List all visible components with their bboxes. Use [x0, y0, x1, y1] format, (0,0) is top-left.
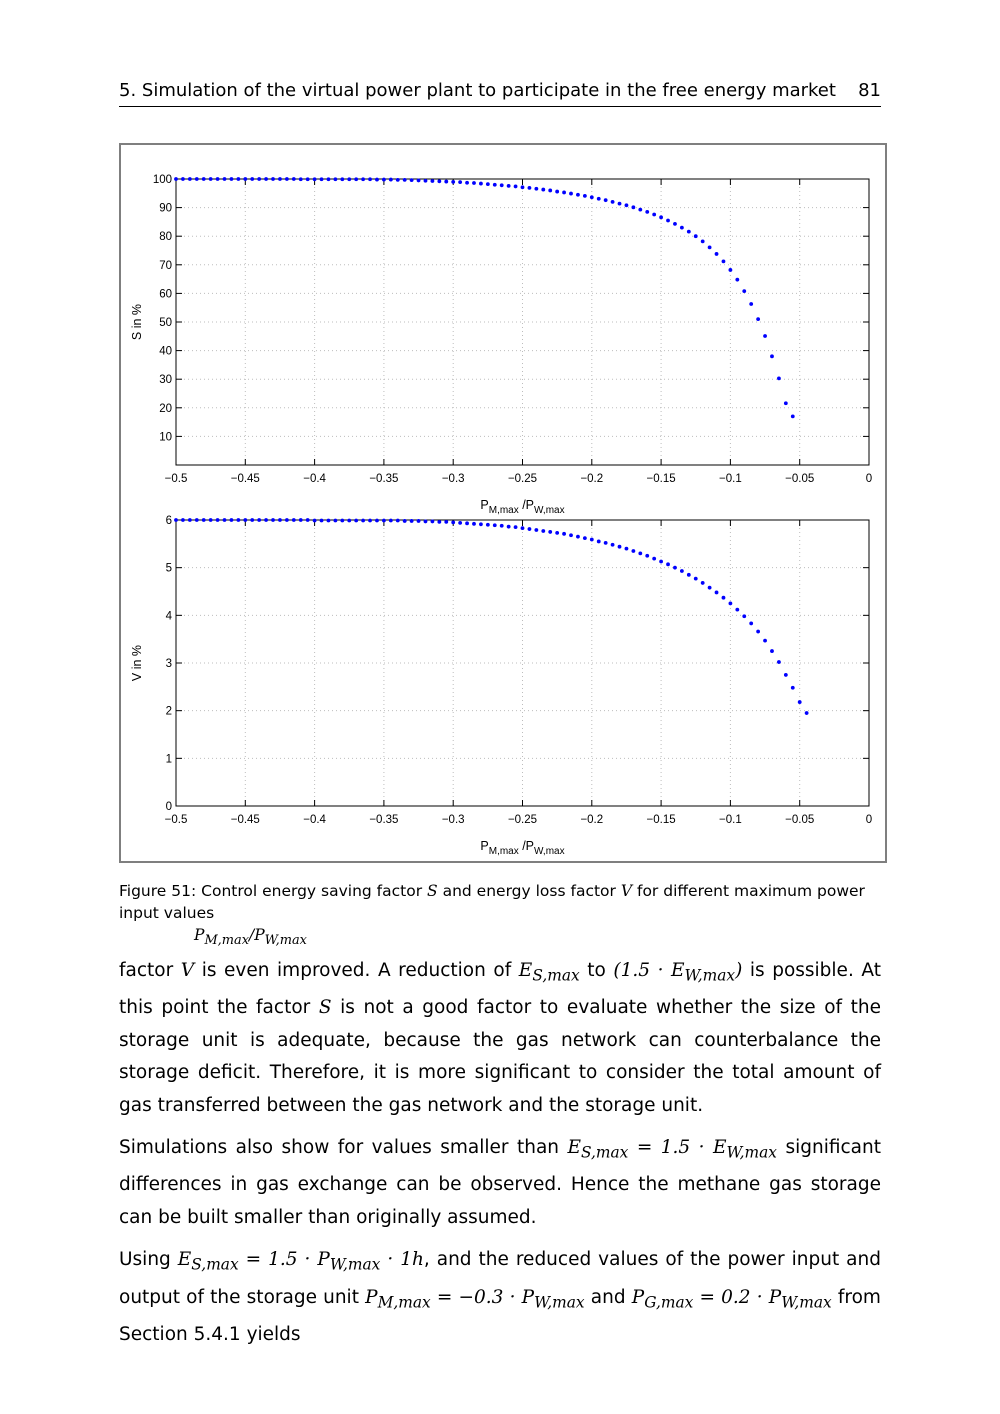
- bottom-plot-data-point: [299, 518, 303, 522]
- top-plot-data-point: [722, 259, 726, 263]
- bottom-plot-data-point: [431, 520, 435, 524]
- bottom-plot-data-point: [271, 518, 275, 522]
- top-plot-xtick-label: −0.4: [303, 473, 326, 485]
- top-plot-data-point: [437, 179, 441, 183]
- chapter-title: 5. Simulation of the virtual power plant to participate in the free energy market: [119, 80, 836, 101]
- bottom-plot-data-point: [195, 518, 199, 522]
- top-plot-ytick-label: 40: [159, 345, 172, 358]
- top-plot-ytick-label: 30: [159, 374, 172, 387]
- top-plot-data-point: [763, 334, 767, 338]
- top-plot-ytick-label: 50: [159, 317, 172, 329]
- bottom-plot-data-point: [486, 523, 490, 527]
- top-plot-data-point: [735, 278, 739, 282]
- top-plot-data-point: [320, 177, 324, 181]
- top-plot-data-point: [458, 180, 462, 184]
- bottom-plot-data-point: [410, 519, 414, 523]
- bottom-plot-data-point: [791, 686, 795, 690]
- bottom-plot-data-point: [638, 551, 642, 555]
- top-plot-data-point: [486, 182, 490, 186]
- bottom-plot-data-point: [715, 591, 719, 595]
- body-text: [119, 955, 881, 1361]
- bottom-plot-ytick-label: 6: [165, 515, 172, 527]
- bottom-plot-data-point: [770, 649, 774, 653]
- top-plot-ytick-label: 80: [159, 231, 172, 244]
- top-plot-data-point: [507, 184, 511, 188]
- top-plot-data-point: [306, 177, 310, 181]
- top-plot-data-point: [195, 177, 199, 181]
- bottom-plot-data-point: [278, 518, 282, 522]
- paragraph-3: Using $E_{S,max} = 1.5 \cdot P_{W,max} \cdot 1h$, and the reduced values of the power input and output of the storage unit $P_{M,max} = -0.3 \cdot P_{W,max}$ and $P_{G,max} = 0.2 \cdot P_{W,max}$ from Section 5.4.1 yields: [119, 1249, 881, 1345]
- bottom-plot-xtick-label: −0.4: [303, 814, 326, 826]
- top-plot-data-point: [493, 183, 497, 187]
- top-plot-data-point: [659, 215, 663, 219]
- top-plot-data-point: [223, 177, 227, 181]
- top-plot-data-point: [285, 177, 289, 181]
- top-plot-ytick-label: 60: [159, 288, 172, 301]
- bottom-plot-data-point: [666, 562, 670, 566]
- top-plot-xtick-label: −0.2: [580, 473, 604, 485]
- top-plot-axes-box: [176, 179, 869, 465]
- bottom-plot-data-point: [673, 566, 677, 570]
- bottom-plot-data-point: [437, 520, 441, 524]
- bottom-plot-data-point: [424, 520, 428, 524]
- top-plot-data-point: [354, 177, 358, 181]
- bottom-plot-data-point: [777, 660, 781, 664]
- bottom-plot-data-point: [417, 519, 421, 523]
- top-plot-data-point: [257, 177, 261, 181]
- caption-label: Figure 51:: [119, 882, 197, 900]
- bottom-plot-data-point: [576, 535, 580, 539]
- top-plot-data-point: [479, 182, 483, 186]
- top-plot-xtick-label: −0.15: [646, 473, 676, 485]
- bottom-plot-data-point: [562, 532, 566, 536]
- top-plot-data-point: [333, 177, 337, 181]
- top-plot-data-point: [534, 187, 538, 191]
- top-plot-data-point: [250, 177, 254, 181]
- bottom-plot-data-point: [361, 519, 365, 523]
- bottom-plot-data-point: [493, 523, 497, 527]
- bottom-plot-data-point: [798, 700, 802, 704]
- top-plot-xlabel: $P_{M,max}$ $/P_{W,max}$: [480, 498, 565, 516]
- bottom-plot-data-point: [236, 518, 240, 522]
- bottom-plot-data-point: [528, 527, 532, 531]
- top-plot-xtick-label: 0: [865, 473, 873, 485]
- bottom-plot-ytick-label: 2: [165, 705, 172, 718]
- caption-text: Control energy saving factor: [201, 882, 423, 900]
- bottom-plot-data-point: [188, 518, 192, 522]
- top-plot-data-point: [278, 177, 282, 181]
- top-plot-xtick-label: −0.05: [785, 473, 815, 485]
- bottom-plot-data-point: [181, 518, 185, 522]
- bottom-plot-data-point: [507, 525, 511, 529]
- bottom-plot-xtick-label: −0.35: [369, 814, 399, 826]
- paragraph-1: factor V is even improved. A reduction of $E_{S,max}$ to $(1.5 \cdot E_{W,max})$ is possible. At this point the factor S is not a good factor to evaluate whether the size of the storage unit is adequate, because the gas network can counterbalance the storage deficit. Therefore, it is more significant to consider the total amount of gas transferred between the gas network and the storage unit.: [119, 960, 881, 1116]
- bottom-plot-data-point: [729, 602, 733, 606]
- bottom-plot-data-point: [202, 518, 206, 522]
- top-plot-data-point: [340, 177, 344, 181]
- top-plot-ylabel: S in %: [130, 303, 144, 341]
- top-plot-data-point: [444, 180, 448, 184]
- top-plot-data-point: [202, 177, 206, 181]
- bottom-plot-data-point: [611, 543, 615, 547]
- top-plot-data-point: [389, 178, 393, 182]
- top-plot-data-point: [410, 178, 414, 182]
- bottom-plot-data-point: [292, 518, 296, 522]
- page-number: 81: [858, 80, 881, 101]
- bottom-plot-data-point: [243, 518, 247, 522]
- top-plot-xtick-label: −0.1: [719, 473, 742, 485]
- top-plot-data-point: [264, 177, 268, 181]
- bottom-plot-ytick-label: 3: [165, 658, 172, 670]
- bottom-plot-data-point: [701, 581, 705, 585]
- top-plot-xtick-label: −0.35: [369, 473, 399, 485]
- top-plot-data-point: [417, 179, 421, 183]
- top-plot-data-point: [299, 177, 303, 181]
- bottom-plot-data-point: [756, 630, 760, 634]
- caption-var-s: S: [427, 882, 438, 900]
- top-plot-data-point: [645, 210, 649, 214]
- top-plot-xtick-label: −0.5: [164, 473, 188, 485]
- bottom-plot-data-point: [396, 519, 400, 523]
- top-plot-data-point: [271, 177, 275, 181]
- top-plot-data-point: [597, 197, 601, 201]
- bottom-plot-data-point: [174, 518, 178, 522]
- bottom-plot-xtick-label: −0.05: [785, 814, 815, 826]
- top-plot-data-point: [347, 177, 351, 181]
- bottom-plot-data-point: [257, 518, 261, 522]
- top-plot-data-point: [749, 302, 753, 306]
- bottom-plot-data-point: [382, 519, 386, 523]
- bottom-plot-xtick-label: 0: [865, 814, 873, 826]
- bottom-plot-data-point: [479, 522, 483, 526]
- bottom-plot-data-point: [694, 577, 698, 581]
- top-plot-data-point: [236, 177, 240, 181]
- top-plot-data-point: [368, 177, 372, 181]
- bottom-plot-data-point: [805, 711, 809, 715]
- top-plot-data-point: [694, 234, 698, 238]
- top-plot-data-point: [451, 180, 455, 184]
- bottom-plot-xlabel: $P_{M,max}$ $/P_{W,max}$: [480, 839, 565, 857]
- bottom-plot-data-point: [327, 519, 331, 523]
- top-plot-data-point: [625, 203, 629, 207]
- top-plot-data-point: [631, 205, 635, 209]
- top-plot-data-point: [687, 230, 691, 234]
- figure-frame: [119, 143, 887, 863]
- bottom-plot-data-point: [458, 521, 462, 525]
- top-plot-data-point: [216, 177, 220, 181]
- figure-charts: [121, 145, 885, 861]
- top-plot-data-point: [666, 219, 670, 223]
- top-plot-data-point: [715, 252, 719, 256]
- bottom-plot-data-point: [680, 569, 684, 573]
- top-plot-data-point: [361, 177, 365, 181]
- top-plot-data-point: [514, 185, 518, 189]
- top-plot-data-point: [424, 179, 428, 183]
- bottom-plot-data-point: [333, 519, 337, 523]
- figure-caption: [119, 880, 881, 952]
- top-plot-data-point: [541, 188, 545, 192]
- top-plot-data-point: [528, 186, 532, 190]
- bottom-plot-data-point: [500, 524, 504, 528]
- top-plot-data-point: [174, 177, 178, 181]
- top-plot-data-point: [500, 183, 504, 187]
- bottom-plot-axes-box: [176, 520, 869, 806]
- bottom-plot-data-point: [784, 673, 788, 677]
- top-plot-data-point: [521, 185, 525, 189]
- caption-text2: and energy loss factor: [442, 882, 616, 900]
- bottom-plot-data-point: [625, 547, 629, 551]
- top-plot-data-point: [569, 192, 573, 196]
- top-plot-data-point: [611, 200, 615, 204]
- caption-ratio: $P_{M,max}/P_{W,max}$: [194, 926, 307, 949]
- top-plot-data-point: [729, 268, 733, 272]
- bottom-plot-data-point: [320, 519, 324, 523]
- bottom-plot-data-point: [763, 639, 767, 643]
- top-plot-data-point: [604, 198, 608, 202]
- top-plot-data-point: [230, 177, 234, 181]
- bottom-plot-ytick-label: 5: [165, 562, 172, 575]
- bottom-plot-xtick-label: −0.2: [580, 814, 604, 826]
- top-plot-data-point: [472, 181, 476, 185]
- bottom-plot-xtick-label: −0.25: [507, 814, 538, 826]
- bottom-plot-data-point: [534, 528, 538, 532]
- bottom-plot-data-point: [285, 518, 289, 522]
- bottom-plot-data-point: [451, 520, 455, 524]
- bottom-plot-data-point: [604, 541, 608, 545]
- top-plot-data-point: [382, 178, 386, 182]
- top-plot-xtick-label: −0.3: [441, 473, 465, 485]
- bottom-plot-xtick-label: −0.15: [646, 814, 676, 826]
- top-plot-data-point: [327, 177, 331, 181]
- bottom-plot-data-point: [216, 518, 220, 522]
- running-header: [119, 80, 881, 107]
- bottom-plot-data-point: [444, 520, 448, 524]
- top-plot-data-point: [791, 414, 795, 418]
- bottom-plot-data-point: [645, 554, 649, 558]
- top-plot-data-point: [292, 177, 296, 181]
- top-plot-ytick-label: 90: [159, 202, 172, 215]
- top-plot-data-point: [708, 245, 712, 249]
- bottom-plot-ytick-label: 0: [165, 801, 172, 813]
- top-plot-data-point: [396, 178, 400, 182]
- bottom-plot-data-point: [708, 586, 712, 590]
- bottom-plot-data-point: [354, 519, 358, 523]
- bottom-plot-data-point: [722, 596, 726, 600]
- bottom-plot-data-point: [250, 518, 254, 522]
- bottom-plot-data-point: [306, 518, 310, 522]
- top-plot-data-point: [403, 178, 407, 182]
- bottom-plot-data-point: [659, 560, 663, 564]
- bottom-plot-data-point: [340, 519, 344, 523]
- bottom-plot-data-point: [548, 530, 552, 534]
- top-plot-data-point: [680, 226, 684, 230]
- top-plot-data-point: [576, 193, 580, 197]
- top-plot-data-point: [548, 189, 552, 193]
- top-plot-data-point: [375, 178, 379, 182]
- top-plot-xtick-label: −0.45: [230, 473, 260, 485]
- top-plot-data-point: [590, 195, 594, 199]
- top-plot-data-point: [701, 239, 705, 243]
- top-plot-data-point: [209, 177, 213, 181]
- top-plot-data-point: [742, 289, 746, 293]
- bottom-plot-data-point: [687, 573, 691, 577]
- top-plot-data-point: [638, 208, 642, 212]
- bottom-plot-xtick-label: −0.5: [164, 814, 188, 826]
- bottom-plot-data-point: [209, 518, 213, 522]
- caption-var-v: V: [620, 882, 633, 900]
- bottom-plot-data-point: [631, 549, 635, 553]
- top-plot-data-point: [431, 179, 435, 183]
- bottom-plot-data-point: [742, 614, 746, 618]
- bottom-plot-xtick-label: −0.1: [719, 814, 742, 826]
- top-plot-data-point: [181, 177, 185, 181]
- top-plot-data-point: [465, 181, 469, 185]
- bottom-plot-ylabel: V in %: [130, 644, 144, 682]
- top-plot-ytick-label: 10: [159, 431, 172, 444]
- top-plot-xtick-label: −0.25: [507, 473, 538, 485]
- bottom-plot-data-point: [465, 521, 469, 525]
- bottom-plot-ytick-label: 1: [165, 753, 172, 766]
- top-plot-data-point: [784, 401, 788, 405]
- bottom-plot-data-point: [569, 533, 573, 537]
- bottom-plot-xtick-label: −0.45: [230, 814, 260, 826]
- top-plot-data-point: [652, 213, 656, 217]
- top-plot-data-point: [313, 177, 317, 181]
- top-plot-ytick-label: 100: [152, 174, 172, 186]
- top-plot-data-point: [777, 376, 781, 380]
- bottom-plot-data-point: [264, 518, 268, 522]
- bottom-plot-data-point: [472, 522, 476, 526]
- top-plot-data-point: [583, 194, 587, 198]
- top-plot-data-point: [188, 177, 192, 181]
- bottom-plot-data-point: [735, 608, 739, 612]
- top-plot-data-point: [770, 354, 774, 358]
- top-plot-data-point: [243, 177, 247, 181]
- bottom-plot-data-point: [375, 519, 379, 523]
- bottom-plot-data-point: [590, 538, 594, 542]
- bottom-plot-data-point: [514, 525, 518, 529]
- bottom-plot-data-point: [389, 519, 393, 523]
- top-plot-data-point: [756, 317, 760, 321]
- bottom-plot-data-point: [368, 519, 372, 523]
- top-plot-ytick-label: 70: [159, 259, 172, 272]
- top-plot-ytick-label: 20: [159, 402, 172, 415]
- top-plot-data-point: [555, 190, 559, 194]
- bottom-plot-data-point: [403, 519, 407, 523]
- bottom-plot-data-point: [223, 518, 227, 522]
- bottom-plot-data-point: [521, 526, 525, 530]
- bottom-plot-data-point: [749, 622, 753, 626]
- bottom-plot-ytick-label: 4: [165, 610, 172, 623]
- bottom-plot-data-point: [652, 557, 656, 561]
- bottom-plot-data-point: [583, 536, 587, 540]
- top-plot-data-point: [618, 202, 622, 206]
- bottom-plot-data-point: [347, 519, 351, 523]
- bottom-plot-data-point: [313, 519, 317, 523]
- bottom-plot-data-point: [555, 531, 559, 535]
- top-plot-data-point: [562, 191, 566, 195]
- bottom-plot-data-point: [541, 529, 545, 533]
- top-plot-data-point: [673, 222, 677, 226]
- bottom-plot-xtick-label: −0.3: [441, 814, 465, 826]
- caption-text3: for different maximum power input values: [119, 882, 865, 922]
- paragraph-2: Simulations also show for values smaller than $E_{S,max} = 1.5 \cdot E_{W,max}$ significant differences in gas exchange can be observed. Hence the methane gas storage can be built smaller than originally assumed.: [119, 1137, 881, 1228]
- bottom-plot-data-point: [618, 545, 622, 549]
- bottom-plot-data-point: [597, 540, 601, 544]
- bottom-plot-data-point: [230, 518, 234, 522]
